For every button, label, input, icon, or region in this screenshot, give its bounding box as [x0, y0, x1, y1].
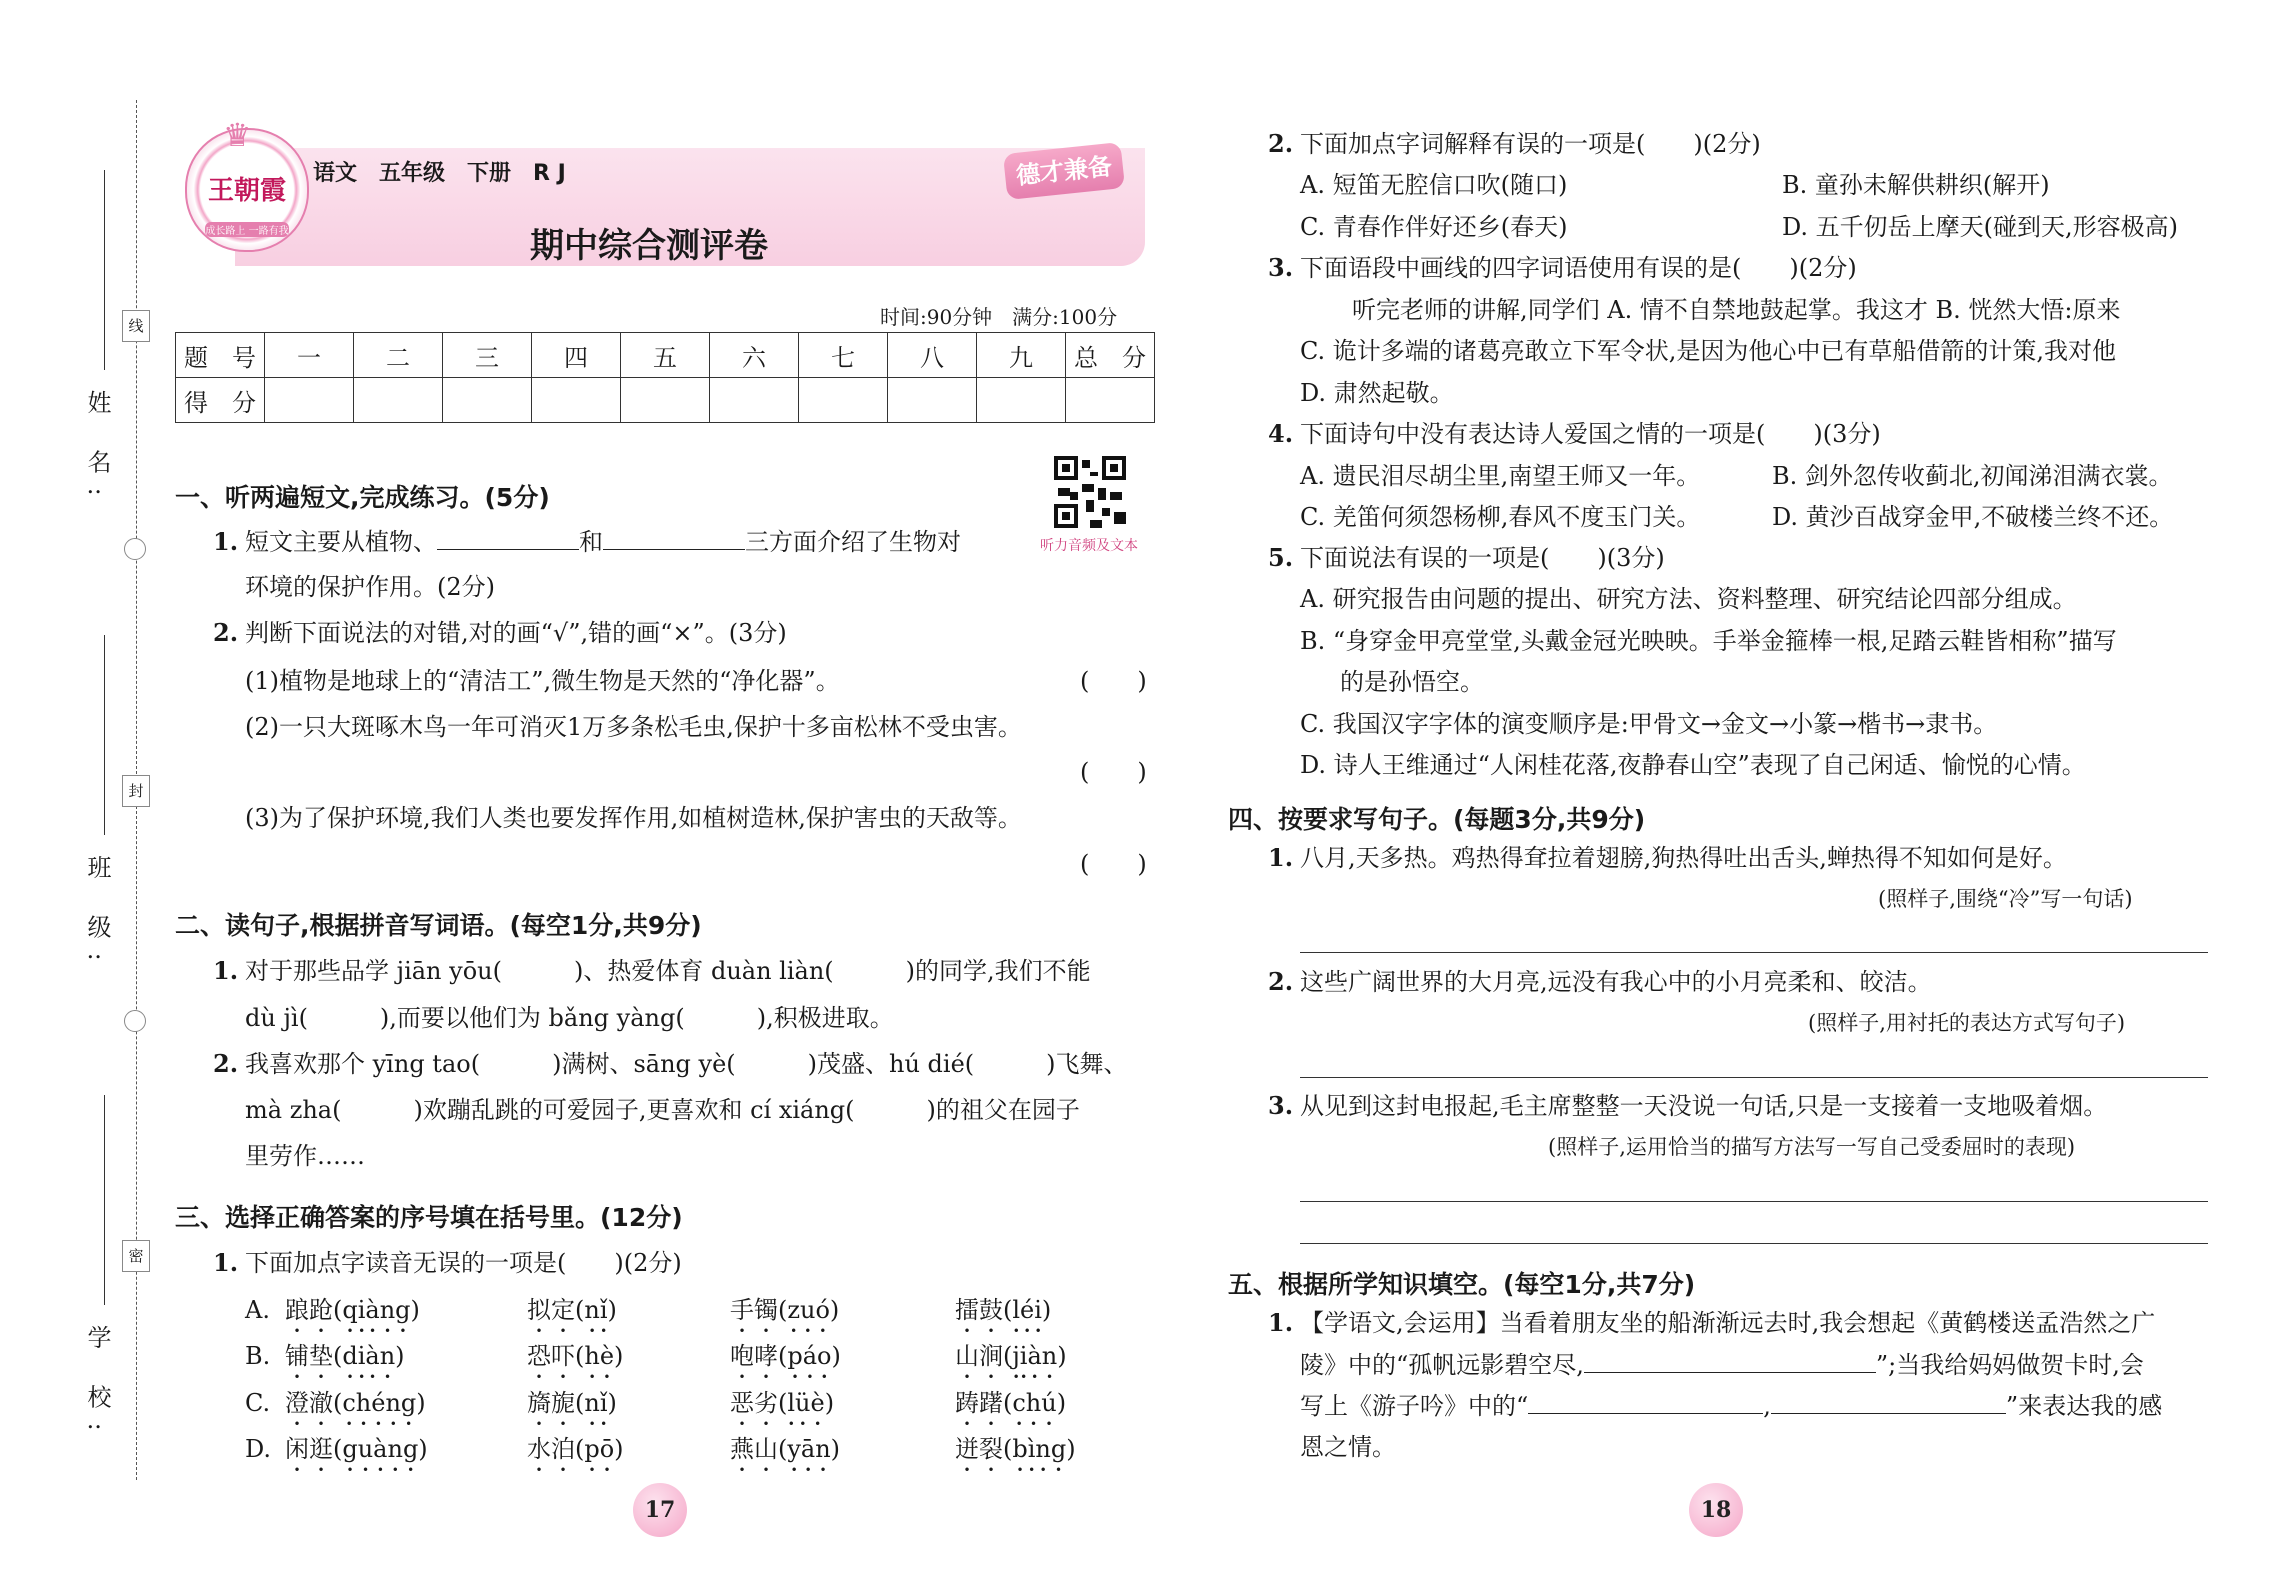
s1-q2-item1: (1)植物是地球上的“清洁工”,微生物是天然的“净化器”。: [245, 667, 840, 695]
answer-blank[interactable]: [1584, 1350, 1876, 1373]
section-5-title: 五、根据所学知识填空。(每空1分,共7分): [1228, 1270, 1696, 1299]
s1-q1-num: 1.: [213, 527, 239, 556]
s3-q3-line3: D. 肃然起敬。: [1300, 379, 1454, 407]
answer-blank[interactable]: [1771, 1391, 2006, 1414]
class-label: 班 级:: [83, 855, 111, 975]
score-cell: 六: [710, 333, 799, 378]
score-cell: 四: [532, 333, 621, 378]
qr-code-icon: [1050, 452, 1130, 532]
seal-mark-line: 线: [122, 310, 150, 342]
page-title: 期中综合测评卷: [530, 226, 768, 266]
s3-q5-option-b1: B. “身穿金甲亮堂堂,头戴金冠光映映。手举金箍棒一根,足踏云鞋皆相称”描写: [1300, 627, 2117, 655]
s5-q1-line2: 陵》中的“孤帆远影碧空尽, ”;当我给妈妈做贺卡时,会: [1300, 1351, 2144, 1379]
binding-margin: [60, 100, 150, 1480]
score-table: [175, 332, 1155, 423]
s2-q2-num: 2.: [213, 1049, 239, 1078]
s3-q4-option-d: D. 黄沙百战穿金甲,不破楼兰终不还。: [1772, 503, 2174, 531]
s3-q4-option-b: B. 剑外忽传收蓟北,初闻涕泪满衣裳。: [1772, 462, 2173, 490]
option-item: 拟定(nǐ): [527, 1296, 617, 1324]
s4-q1-hint: (照样子,围绕“冷”写一句话): [1878, 887, 2133, 911]
score-cell: 一: [265, 333, 354, 378]
answer-blank[interactable]: [1528, 1391, 1763, 1414]
s3-q5-option-d: D. 诗人王维通过“人闲桂花落,夜静春山空”表现了自己闲适、愉悦的心情。: [1300, 751, 2086, 779]
s1-q1-line2: 环境的保护作用。(2分): [245, 573, 495, 601]
score-cell: 九: [977, 333, 1066, 378]
section-4-title: 四、按要求写句子。(每题3分,共9分): [1228, 805, 1646, 834]
brand-logo: [185, 116, 309, 252]
option-item: 踌躇(chú): [955, 1389, 1067, 1417]
score-row-values: [176, 378, 1155, 423]
brand-name: 王朝霞: [207, 176, 286, 206]
seal-mark-seal: 封: [122, 775, 150, 807]
s3-q5-text: 下面说法有误的一项是( )(3分): [1300, 544, 1665, 572]
s2-q1-num: 1.: [213, 956, 239, 985]
s3-q3-line1: 听完老师的讲解,同学们 A. 情不自禁地鼓起掌。我这才 B. 恍然大悟:原来: [1352, 296, 2121, 324]
option-item: 山涧(jiàn): [955, 1342, 1067, 1370]
answer-line[interactable]: [1300, 1201, 2208, 1202]
option-item: 咆哮(páo): [730, 1342, 841, 1370]
section-1-title: 一、听两遍短文,完成练习。(5分): [175, 483, 550, 512]
s3-q2-option-b: B. 童孙未解供耕织(解开): [1782, 171, 2050, 199]
option-letter: B.: [245, 1342, 271, 1370]
name-underline: [104, 170, 105, 370]
s3-q2-option-a: A. 短笛无腔信口吹(随口): [1300, 171, 1568, 199]
option-letter: D.: [245, 1435, 272, 1463]
score-cell: 五: [621, 333, 710, 378]
s1-q2-item2: (2)一只大斑啄木鸟一年可消灭1万多条松毛虫,保护十多亩松林不受虫害。: [245, 713, 1022, 741]
score-row-header: [176, 333, 1155, 378]
s3-q4-text: 下面诗句中没有表达诗人爱国之情的一项是( )(3分): [1300, 420, 1881, 448]
s5-q1-line3: 写上《游子吟》中的“ , ”来表达我的感: [1300, 1392, 2163, 1420]
option-item: 澄澈(chéng): [285, 1389, 426, 1417]
header-banner: [175, 118, 1155, 268]
answer-paren[interactable]: ( ): [1080, 667, 1147, 695]
answer-blank[interactable]: [437, 527, 579, 550]
s1-q2-text: 判断下面说法的对错,对的画“√”,错的画“×”。(3分): [245, 619, 787, 647]
s1-q1-line1: 短文主要从植物、 和 三方面介绍了生物对: [245, 528, 961, 556]
option-letter: C.: [245, 1389, 271, 1417]
s3-q1-text: 下面加点字读音无误的一项是( )(2分): [245, 1249, 682, 1277]
s2-q2-line1: 我喜欢那个 yīng tao( )满树、sāng yè( )茂盛、hú dié( )飞舞、: [245, 1050, 1128, 1078]
s3-q2-option-d: D. 五千仞岳上摩天(碰到天,形容极高): [1782, 213, 2178, 241]
s4-q1-num: 1.: [1268, 843, 1294, 872]
s3-q4-num: 4.: [1268, 419, 1294, 448]
score-cell: 三: [443, 333, 532, 378]
score-input-cell[interactable]: [621, 378, 710, 423]
score-cell: 题 号: [176, 333, 265, 378]
option-item: 闲逛(guàng): [285, 1435, 428, 1463]
answer-paren[interactable]: ( ): [1080, 850, 1147, 878]
s2-q2-line3: 里劳作……: [245, 1142, 365, 1170]
option-item: 恐吓(hè): [527, 1342, 624, 1370]
crown-icon: ♛: [223, 116, 252, 154]
section-2-title: 二、读句子,根据拼音写词语。(每空1分,共9分): [175, 911, 702, 940]
s3-q5-option-a: A. 研究报告由问题的提出、研究方法、资料整理、研究结论四部分组成。: [1300, 585, 2077, 613]
score-input-cell[interactable]: [1066, 378, 1155, 423]
name-label: 姓 名:: [83, 390, 111, 510]
score-cell: 得 分: [176, 378, 265, 423]
score-input-cell[interactable]: [888, 378, 977, 423]
option-item: 踉跄(qiàng): [285, 1296, 420, 1324]
brand-slogan: 成长路上 一路有我: [205, 222, 289, 237]
score-input-cell[interactable]: [977, 378, 1066, 423]
badge-text: 德才兼备: [1014, 152, 1114, 190]
page-number-right: 18: [1689, 1483, 1743, 1537]
s3-q3-num: 3.: [1268, 253, 1294, 282]
s5-q1-line4: 恩之情。: [1300, 1433, 1396, 1461]
score-cell: 二: [354, 333, 443, 378]
option-item: 擂鼓(léi): [955, 1296, 1052, 1324]
s2-q2-line2: mà zha( )欢蹦乱跳的可爱园子,更喜欢和 cí xiáng( )的祖父在园子: [245, 1096, 1080, 1124]
s2-q1-line1: 对于那些品学 jiān yōu( )、热爱体育 duàn liàn( )的同学,我们不能: [245, 957, 1091, 985]
page-number-left: 17: [633, 1483, 687, 1537]
score-cell: 总 分: [1066, 333, 1155, 378]
class-underline: [104, 635, 105, 835]
answer-line[interactable]: [1300, 1243, 2208, 1244]
s1-q2-num: 2.: [213, 618, 239, 647]
exam-meta: 时间:90分钟 满分:100分: [880, 305, 1118, 329]
s5-q1-line1: 【学语文,会运用】当看着朋友坐的船渐渐远去时,我会想起《黄鹤楼送孟浩然之广: [1300, 1309, 2156, 1337]
qr-code[interactable]: [1050, 452, 1130, 532]
answer-blank[interactable]: [603, 527, 745, 550]
option-item: 铺垫(diàn): [285, 1342, 405, 1370]
option-item: 水泊(pō): [527, 1435, 624, 1463]
score-cell: 八: [888, 333, 977, 378]
s4-q1-text: 八月,天多热。鸡热得耷拉着翅膀,狗热得吐出舌头,蝉热得不知如何是好。: [1300, 844, 2067, 872]
s3-q5-num: 5.: [1268, 543, 1294, 572]
option-item: 迸裂(bìng): [955, 1435, 1076, 1463]
score-input-cell[interactable]: [443, 378, 532, 423]
s4-q3-text: 从见到这封电报起,毛主席整整一天没说一句话,只是一支接着一支地吸着烟。: [1300, 1092, 2108, 1120]
score-input-cell[interactable]: [710, 378, 799, 423]
score-input-cell[interactable]: [265, 378, 354, 423]
score-input-cell[interactable]: [799, 378, 888, 423]
s3-q2-text: 下面加点字词解释有误的一项是( )(2分): [1300, 130, 1761, 158]
s3-q2-option-c: C. 青春作伴好还乡(春天): [1300, 213, 1568, 241]
s4-q2-text: 这些广阔世界的大月亮,远没有我心中的小月亮柔和、皎洁。: [1300, 968, 1932, 996]
s4-q2-num: 2.: [1268, 967, 1294, 996]
option-item: 手镯(zuó): [730, 1296, 840, 1324]
section-3-title: 三、选择正确答案的序号填在括号里。(12分): [175, 1203, 683, 1232]
answer-line[interactable]: [1300, 952, 2208, 953]
s4-q3-hint: (照样子,运用恰当的描写方法写一写自己受委屈时的表现): [1548, 1135, 2076, 1159]
s3-q3-text: 下面语段中画线的四字词语使用有误的是( )(2分): [1300, 254, 1857, 282]
s2-q1-line2: dù jì( ),而要以他们为 bǎng yàng( ),积极进取。: [245, 1004, 894, 1032]
school-underline: [104, 1095, 105, 1305]
binding-circle-icon: [124, 1010, 146, 1032]
option-item: 燕山(yān): [730, 1435, 841, 1463]
s3-q5-option-c: C. 我国汉字字体的演变顺序是:甲骨文→金文→小篆→楷书→隶书。: [1300, 710, 1998, 738]
s3-q3-line2: C. 诡计多端的诸葛亮敢立下军令状,是因为他心中已有草船借箭的计策,我对他: [1300, 337, 2117, 365]
qr-label: 听力音频及文本: [1040, 538, 1138, 554]
s5-q1-num: 1.: [1268, 1308, 1294, 1337]
binding-circle-icon: [124, 538, 146, 560]
s3-q2-num: 2.: [1268, 129, 1294, 158]
s3-q4-option-c: C. 羌笛何须怨杨柳,春风不度玉门关。: [1300, 503, 1701, 531]
school-label: 学 校:: [83, 1325, 111, 1445]
answer-paren[interactable]: ( ): [1080, 758, 1147, 786]
answer-line[interactable]: [1300, 1077, 2208, 1078]
s3-q5-option-b2: 的是孙悟空。: [1340, 668, 1484, 696]
option-letter: A.: [245, 1296, 270, 1324]
s1-q2-item3: (3)为了保护环境,我们人类也要发挥作用,如植树造林,保护害虫的天敌等。: [245, 804, 1022, 832]
s3-q4-option-a: A. 遗民泪尽胡尘里,南望王师又一年。: [1300, 462, 1701, 490]
seal-mark-secret: 密: [122, 1240, 150, 1272]
score-input-cell[interactable]: [354, 378, 443, 423]
option-item: 恶劣(lüè): [730, 1389, 835, 1417]
score-input-cell[interactable]: [532, 378, 621, 423]
score-cell: 七: [799, 333, 888, 378]
subject-line: 语文 五年级 下册 R J: [313, 161, 566, 186]
s4-q2-hint: (照样子,用衬托的表达方式写句子): [1808, 1011, 2126, 1035]
option-item: 旖旎(nǐ): [527, 1389, 617, 1417]
s3-q1-num: 1.: [213, 1248, 239, 1277]
s4-q3-num: 3.: [1268, 1091, 1294, 1120]
